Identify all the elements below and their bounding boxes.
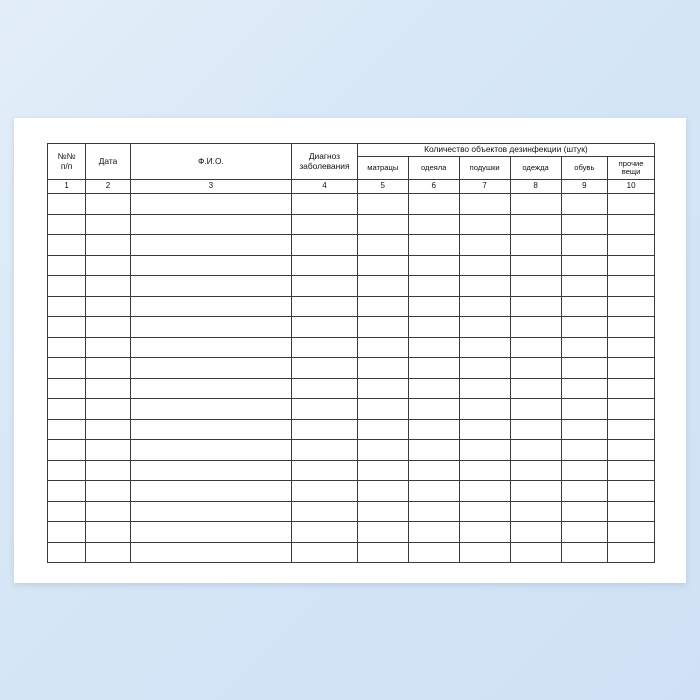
table-cell[interactable]: [86, 235, 131, 256]
table-cell[interactable]: [86, 317, 131, 338]
table-cell[interactable]: [357, 399, 408, 420]
table-cell[interactable]: [130, 378, 291, 399]
table-cell[interactable]: [561, 276, 608, 297]
table-cell[interactable]: [561, 378, 608, 399]
table-cell[interactable]: [459, 214, 510, 235]
table-cell[interactable]: [292, 460, 358, 481]
table-cell[interactable]: [561, 358, 608, 379]
header-other-line1: прочие: [618, 158, 644, 168]
table-cell[interactable]: [130, 460, 291, 481]
table-cell[interactable]: [48, 481, 86, 502]
table-cell[interactable]: [510, 317, 561, 338]
table-cell[interactable]: [510, 235, 561, 256]
table-cell[interactable]: [357, 235, 408, 256]
table-cell[interactable]: [130, 194, 291, 215]
table-cell[interactable]: [292, 501, 358, 522]
table-cell[interactable]: [86, 255, 131, 276]
table-cell[interactable]: [292, 399, 358, 420]
table-cell[interactable]: [408, 542, 459, 563]
table-cell[interactable]: [608, 255, 655, 276]
table-cell[interactable]: [608, 399, 655, 420]
table-cell[interactable]: [357, 317, 408, 338]
table-cell[interactable]: [48, 440, 86, 461]
table-row[interactable]: [48, 542, 655, 563]
table-cell[interactable]: [608, 317, 655, 338]
header-cell-blankets: одеяла: [408, 157, 459, 180]
table-cell[interactable]: [561, 440, 608, 461]
table-cell[interactable]: [292, 358, 358, 379]
table-cell[interactable]: [459, 542, 510, 563]
column-number-2: 2: [86, 180, 131, 194]
header-cell-group-objects: Количество объектов дезинфекции (штук): [357, 144, 654, 157]
table-cell[interactable]: [561, 399, 608, 420]
table-cell[interactable]: [86, 276, 131, 297]
table-row[interactable]: [48, 399, 655, 420]
table-cell[interactable]: [510, 378, 561, 399]
table-cell[interactable]: [608, 214, 655, 235]
table-cell[interactable]: [408, 522, 459, 543]
table-cell[interactable]: [561, 296, 608, 317]
table-cell[interactable]: [292, 440, 358, 461]
table-cell[interactable]: [459, 235, 510, 256]
header-cell-pillows: подушки: [459, 157, 510, 180]
table-cell[interactable]: [48, 501, 86, 522]
table-cell[interactable]: [608, 194, 655, 215]
table-cell[interactable]: [608, 337, 655, 358]
table-cell[interactable]: [408, 276, 459, 297]
table-cell[interactable]: [608, 440, 655, 461]
table-row[interactable]: [48, 419, 655, 440]
table-cell[interactable]: [357, 522, 408, 543]
table-cell[interactable]: [357, 460, 408, 481]
table-cell[interactable]: [292, 378, 358, 399]
table-cell[interactable]: [130, 317, 291, 338]
table-cell[interactable]: [48, 337, 86, 358]
column-number-7: 7: [459, 180, 510, 194]
table-cell[interactable]: [408, 399, 459, 420]
table-cell[interactable]: [48, 214, 86, 235]
table-cell[interactable]: [292, 522, 358, 543]
table-cell[interactable]: [510, 460, 561, 481]
table-cell[interactable]: [130, 255, 291, 276]
table-cell[interactable]: [510, 522, 561, 543]
table-row[interactable]: [48, 337, 655, 358]
table-cell[interactable]: [510, 255, 561, 276]
table-cell[interactable]: [561, 542, 608, 563]
table-cell[interactable]: [408, 255, 459, 276]
table-cell[interactable]: [130, 399, 291, 420]
table-cell[interactable]: [292, 214, 358, 235]
table-cell[interactable]: [510, 214, 561, 235]
table-cell[interactable]: [561, 481, 608, 502]
table-cell[interactable]: [48, 276, 86, 297]
header-diagnosis-line1: Диагноз: [308, 151, 340, 162]
table-cell[interactable]: [48, 296, 86, 317]
table-cell[interactable]: [48, 317, 86, 338]
table-cell[interactable]: [130, 501, 291, 522]
table-cell[interactable]: [357, 378, 408, 399]
column-number-1: 1: [48, 180, 86, 194]
table-row[interactable]: [48, 317, 655, 338]
table-cell[interactable]: [48, 235, 86, 256]
header-cell-mattresses: матрацы: [357, 157, 408, 180]
table-cell[interactable]: [130, 542, 291, 563]
table-cell[interactable]: [292, 337, 358, 358]
header-cell-other-items: [608, 157, 655, 180]
table-cell[interactable]: [292, 419, 358, 440]
table-cell[interactable]: [357, 419, 408, 440]
column-number-6: 6: [408, 180, 459, 194]
table-cell[interactable]: [48, 255, 86, 276]
table-cell[interactable]: [130, 296, 291, 317]
table-cell[interactable]: [561, 522, 608, 543]
column-number-10: 10: [608, 180, 655, 194]
table-cell[interactable]: [130, 440, 291, 461]
table-cell[interactable]: [459, 419, 510, 440]
table-cell[interactable]: [459, 460, 510, 481]
table-cell[interactable]: [86, 378, 131, 399]
table-cell[interactable]: [561, 317, 608, 338]
table-cell[interactable]: [510, 194, 561, 215]
table-cell[interactable]: [292, 255, 358, 276]
table-header-row-top: [48, 144, 655, 157]
table-row[interactable]: [48, 440, 655, 461]
table-cell[interactable]: [48, 194, 86, 215]
table-cell[interactable]: [408, 194, 459, 215]
table-cell[interactable]: [459, 194, 510, 215]
table-cell[interactable]: [292, 194, 358, 215]
table-cell[interactable]: [459, 378, 510, 399]
table-cell[interactable]: [561, 460, 608, 481]
table-cell[interactable]: [357, 337, 408, 358]
header-other-line2: вещи: [621, 167, 641, 176]
table-cell[interactable]: [357, 358, 408, 379]
table-cell[interactable]: [510, 419, 561, 440]
table-cell[interactable]: [86, 481, 131, 502]
table-cell[interactable]: [86, 214, 131, 235]
table-row[interactable]: [48, 501, 655, 522]
table-cell[interactable]: [357, 194, 408, 215]
table-row[interactable]: [48, 255, 655, 276]
table-cell[interactable]: [130, 358, 291, 379]
table-cell[interactable]: [48, 378, 86, 399]
table-cell[interactable]: [357, 440, 408, 461]
document-paper: [14, 118, 686, 583]
header-cell-shoes: обувь: [561, 157, 608, 180]
table-cell[interactable]: [459, 358, 510, 379]
table-cell[interactable]: [86, 194, 131, 215]
table-cell[interactable]: [357, 214, 408, 235]
table-cell[interactable]: [608, 296, 655, 317]
table-cell[interactable]: [408, 378, 459, 399]
table-cell[interactable]: [408, 419, 459, 440]
table-cell[interactable]: [48, 522, 86, 543]
table-cell[interactable]: [408, 501, 459, 522]
table-cell[interactable]: [86, 358, 131, 379]
table-column-number-row: [48, 180, 655, 194]
table-cell[interactable]: [292, 317, 358, 338]
table-cell[interactable]: [86, 542, 131, 563]
header-cell-date: Дата: [86, 144, 131, 180]
table-cell[interactable]: [130, 214, 291, 235]
table-cell[interactable]: [510, 440, 561, 461]
table-cell[interactable]: [86, 419, 131, 440]
journal-table: [47, 143, 655, 563]
journal-table-container: [47, 143, 655, 563]
table-cell[interactable]: [608, 460, 655, 481]
table-cell[interactable]: [459, 501, 510, 522]
table-cell[interactable]: [510, 481, 561, 502]
table-cell[interactable]: [86, 440, 131, 461]
column-number-8: 8: [510, 180, 561, 194]
table-cell[interactable]: [561, 194, 608, 215]
table-cell[interactable]: [510, 358, 561, 379]
table-row[interactable]: [48, 378, 655, 399]
table-cell[interactable]: [292, 481, 358, 502]
table-cell[interactable]: [459, 440, 510, 461]
table-cell[interactable]: [510, 542, 561, 563]
table-cell[interactable]: [292, 276, 358, 297]
table-cell[interactable]: [459, 481, 510, 502]
table-cell[interactable]: [130, 337, 291, 358]
table-cell[interactable]: [357, 276, 408, 297]
table-cell[interactable]: [459, 276, 510, 297]
table-cell[interactable]: [510, 337, 561, 358]
table-cell[interactable]: [86, 522, 131, 543]
table-cell[interactable]: [459, 317, 510, 338]
header-diagnosis-line2: заболевания: [299, 160, 350, 171]
table-cell[interactable]: [130, 235, 291, 256]
table-cell[interactable]: [86, 337, 131, 358]
column-number-5: 5: [357, 180, 408, 194]
table-cell[interactable]: [86, 296, 131, 317]
table-row[interactable]: [48, 235, 655, 256]
table-cell[interactable]: [608, 235, 655, 256]
header-number-line2: п/п: [60, 160, 73, 171]
table-cell[interactable]: [408, 296, 459, 317]
table-cell[interactable]: [608, 522, 655, 543]
table-cell[interactable]: [357, 542, 408, 563]
table-row[interactable]: [48, 276, 655, 297]
table-cell[interactable]: [130, 419, 291, 440]
table-cell[interactable]: [48, 460, 86, 481]
table-cell[interactable]: [510, 276, 561, 297]
table-cell[interactable]: [510, 296, 561, 317]
table-cell[interactable]: [561, 501, 608, 522]
table-cell[interactable]: [408, 337, 459, 358]
table-cell[interactable]: [608, 542, 655, 563]
table-cell[interactable]: [408, 317, 459, 338]
table-cell[interactable]: [608, 419, 655, 440]
table-cell[interactable]: [86, 399, 131, 420]
column-number-4: 4: [292, 180, 358, 194]
table-cell[interactable]: [48, 419, 86, 440]
table-cell[interactable]: [48, 399, 86, 420]
table-cell[interactable]: [130, 276, 291, 297]
table-cell[interactable]: [130, 481, 291, 502]
table-cell[interactable]: [608, 481, 655, 502]
table-cell[interactable]: [292, 542, 358, 563]
column-number-9: 9: [561, 180, 608, 194]
table-cell[interactable]: [357, 296, 408, 317]
column-number-3: 3: [130, 180, 291, 194]
table-cell[interactable]: [510, 399, 561, 420]
header-cell-fio: Ф.И.О.: [130, 144, 291, 180]
table-cell[interactable]: [408, 460, 459, 481]
table-cell[interactable]: [561, 337, 608, 358]
table-cell[interactable]: [86, 460, 131, 481]
table-cell[interactable]: [561, 255, 608, 276]
table-cell[interactable]: [292, 235, 358, 256]
table-cell[interactable]: [608, 378, 655, 399]
table-row[interactable]: [48, 194, 655, 215]
table-cell[interactable]: [408, 358, 459, 379]
table-cell[interactable]: [357, 255, 408, 276]
table-cell[interactable]: [48, 358, 86, 379]
table-cell[interactable]: [459, 337, 510, 358]
header-cell-clothes: одежда: [510, 157, 561, 180]
table-cell[interactable]: [561, 214, 608, 235]
table-cell[interactable]: [459, 399, 510, 420]
table-cell[interactable]: [459, 296, 510, 317]
table-cell[interactable]: [48, 542, 86, 563]
table-row[interactable]: [48, 522, 655, 543]
header-number-line1: №№: [57, 151, 76, 162]
table-cell[interactable]: [608, 358, 655, 379]
table-cell[interactable]: [86, 501, 131, 522]
table-cell[interactable]: [408, 235, 459, 256]
table-cell[interactable]: [510, 501, 561, 522]
table-cell[interactable]: [608, 276, 655, 297]
header-cell-number: [48, 144, 86, 180]
table-cell[interactable]: [459, 522, 510, 543]
table-cell[interactable]: [408, 440, 459, 461]
table-row[interactable]: [48, 481, 655, 502]
table-cell[interactable]: [561, 235, 608, 256]
table-cell[interactable]: [292, 296, 358, 317]
table-cell[interactable]: [130, 522, 291, 543]
table-cell[interactable]: [561, 419, 608, 440]
table-cell[interactable]: [408, 481, 459, 502]
journal-table-body: [48, 194, 655, 563]
header-cell-diagnosis: [292, 144, 358, 180]
table-cell[interactable]: [459, 255, 510, 276]
table-row[interactable]: [48, 214, 655, 235]
table-cell[interactable]: [357, 501, 408, 522]
table-cell[interactable]: [357, 481, 408, 502]
table-row[interactable]: [48, 460, 655, 481]
table-cell[interactable]: [608, 501, 655, 522]
table-row[interactable]: [48, 296, 655, 317]
table-row[interactable]: [48, 358, 655, 379]
table-cell[interactable]: [408, 214, 459, 235]
